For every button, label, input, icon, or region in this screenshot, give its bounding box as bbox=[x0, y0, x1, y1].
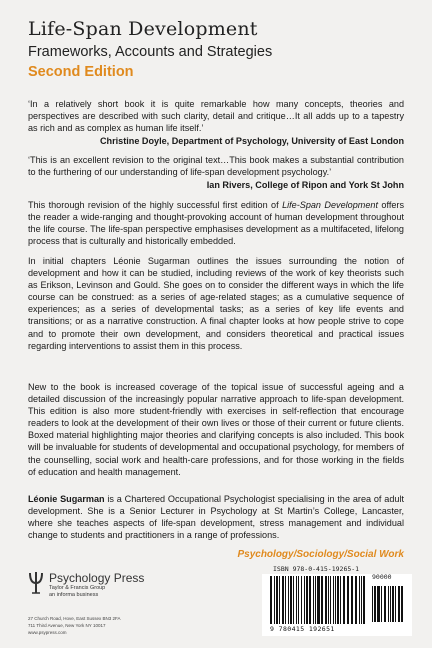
barcode-bar bbox=[347, 576, 349, 624]
price-barcode-bar bbox=[395, 586, 396, 622]
barcode-bar bbox=[321, 576, 323, 624]
barcode-bar bbox=[337, 576, 339, 624]
barcode-bar bbox=[301, 576, 302, 624]
barcode-bar bbox=[285, 576, 286, 624]
barcode-bar bbox=[330, 576, 331, 624]
review-attribution-2: Ian Rivers, College of Ripon and York St John bbox=[206, 180, 404, 190]
description-paragraph-1 bbox=[28, 199, 404, 247]
description-paragraph-3: New to the book is increased coverage of the topical issue of successful ageing and a detailed discussion of the increasingly popular narrative approach to life-span development. This edition is also more student-friendly with exercises in self-reflection that encourage readers to look at the development of their own lives or those of their current or future clients. Boxed material highlighting major theories and clarifying concepts is also included. This book will be invaluable for students of developmental and occupational psychology, for members of the counselling, social work and health-care professions, and for those working in the fields of education and health management. bbox=[28, 382, 404, 477]
barcode-bar bbox=[274, 576, 275, 624]
barcode-bar bbox=[335, 576, 336, 624]
price-barcode-bars bbox=[372, 586, 406, 624]
barcode-bar bbox=[309, 576, 311, 624]
barcode-bar bbox=[276, 576, 278, 624]
description-text: offers the reader a wide-ranging and thought-provoking account of human development throughout the life course. The life-span perspective emphasises development as a multifaceted, lifelong process that is culturally and historically embedded. bbox=[28, 200, 404, 247]
barcode-bar bbox=[282, 576, 284, 624]
review-quote-1: ‘In a relatively short book it is quite remarkable how many concepts, theories and perspectives are described with such clarity, detail and critique…It all adds up to a tapestry as rich and as complex as human life itself.’ bbox=[28, 99, 404, 134]
book-subtitle: Frameworks, Accounts and Strategies bbox=[28, 44, 273, 60]
isbn-label: ISBN 978-0-415-19265-1 bbox=[273, 565, 360, 573]
price-barcode-bar bbox=[384, 586, 386, 622]
barcode-bar bbox=[363, 576, 365, 624]
barcode-bar bbox=[328, 576, 329, 624]
price-barcode-bar bbox=[377, 586, 380, 622]
barcode-bar bbox=[313, 576, 314, 624]
review-attribution-1: Christine Doyle, Department of Psychology, University of East London bbox=[99, 136, 404, 146]
publisher-address-us: 711 Third Avenue, New York NY 10017 bbox=[28, 623, 106, 628]
barcode-bar bbox=[279, 576, 280, 624]
barcode-bar bbox=[293, 576, 294, 624]
publisher-block bbox=[28, 571, 144, 599]
psi-icon bbox=[28, 571, 44, 595]
edition-label: Second Edition bbox=[28, 64, 134, 80]
publisher-group: Taylor & Francis Group bbox=[49, 585, 106, 591]
author-bio-text: is a Chartered Occupational Psychologist specialising in the area of adult development. She is a Senior Lecturer in Psychology at St Martin’s College, Lancaster, where she teaches aspects of life-span development, stress management and individual change to students and practitioners in a range of professions. bbox=[28, 494, 404, 541]
subject-category: Psychology/Sociology/Social Work bbox=[237, 549, 404, 560]
author-name: Léonie Sugarman bbox=[28, 494, 105, 504]
barcode-bar bbox=[333, 576, 334, 624]
barcode-bar bbox=[317, 576, 320, 624]
publisher-address-uk: 27 Church Road, Hove, East Sussex BN3 2FA bbox=[28, 616, 121, 621]
publisher-name: Psychology Press bbox=[49, 571, 145, 585]
book-title: Life-Span Development bbox=[28, 18, 258, 40]
review-quote-2: ‘This is an excellent revision to the original text…This book makes a substantial contribution to the furthering of our understanding of life-span development psychology.’ bbox=[28, 155, 404, 178]
price-barcode-bar bbox=[401, 586, 403, 622]
barcode-bar bbox=[340, 576, 341, 624]
barcode-bar bbox=[296, 576, 297, 624]
barcode-bar bbox=[351, 576, 353, 624]
barcode-bar bbox=[290, 576, 292, 624]
barcode-bar bbox=[325, 576, 327, 624]
barcode-bar bbox=[306, 576, 308, 624]
description-text: This thorough revision of the highly successful first edition of bbox=[28, 200, 283, 210]
barcode-bar bbox=[361, 576, 362, 624]
barcode-bar bbox=[359, 576, 360, 624]
barcode-bar bbox=[298, 576, 299, 624]
barcode-bar bbox=[315, 576, 316, 624]
price-code: 90000 bbox=[372, 573, 392, 581]
price-barcode-bar bbox=[374, 586, 376, 622]
price-barcode-bar bbox=[390, 586, 391, 622]
price-barcode-bar bbox=[392, 586, 394, 622]
barcode-bar bbox=[343, 576, 345, 624]
barcode-bar bbox=[270, 576, 272, 624]
barcode-bar bbox=[355, 576, 357, 624]
price-barcode-bar bbox=[388, 586, 389, 622]
publisher-text bbox=[49, 571, 144, 599]
author-bio bbox=[28, 493, 404, 541]
price-barcode-bar bbox=[381, 586, 382, 622]
description-paragraph-2: In initial chapters Léonie Sugarman outlines the issues surrounding the notion of development and how it can be studied, including reviews of the work of key theorists such as Erikson, Levinson and Gould. She goes on to consider the different ways in which the life course can be construed: as a series of age-related stages; as a cumulative sequence of experiences; as a series of developmental tasks; as a series of key life events and transitions; or as a narrative construction. A final chapter looks at how people strive to cope and to promote their own development, and considers theoretical and practical issues regarding interventions to assist them in this process. bbox=[28, 256, 404, 351]
publisher-website: www.psypress.com bbox=[28, 630, 67, 635]
price-barcode-bar bbox=[398, 586, 400, 622]
book-title-italic: Life-Span Development bbox=[282, 200, 378, 210]
publisher-tagline: an informa business bbox=[49, 592, 99, 598]
price-barcode-bar bbox=[372, 586, 373, 622]
barcode bbox=[262, 574, 412, 636]
barcode-digits: 9 780415 192651 bbox=[270, 625, 335, 633]
barcode-bar bbox=[304, 576, 305, 624]
ean-barcode-bars bbox=[270, 576, 366, 626]
barcode-bar bbox=[288, 576, 289, 624]
